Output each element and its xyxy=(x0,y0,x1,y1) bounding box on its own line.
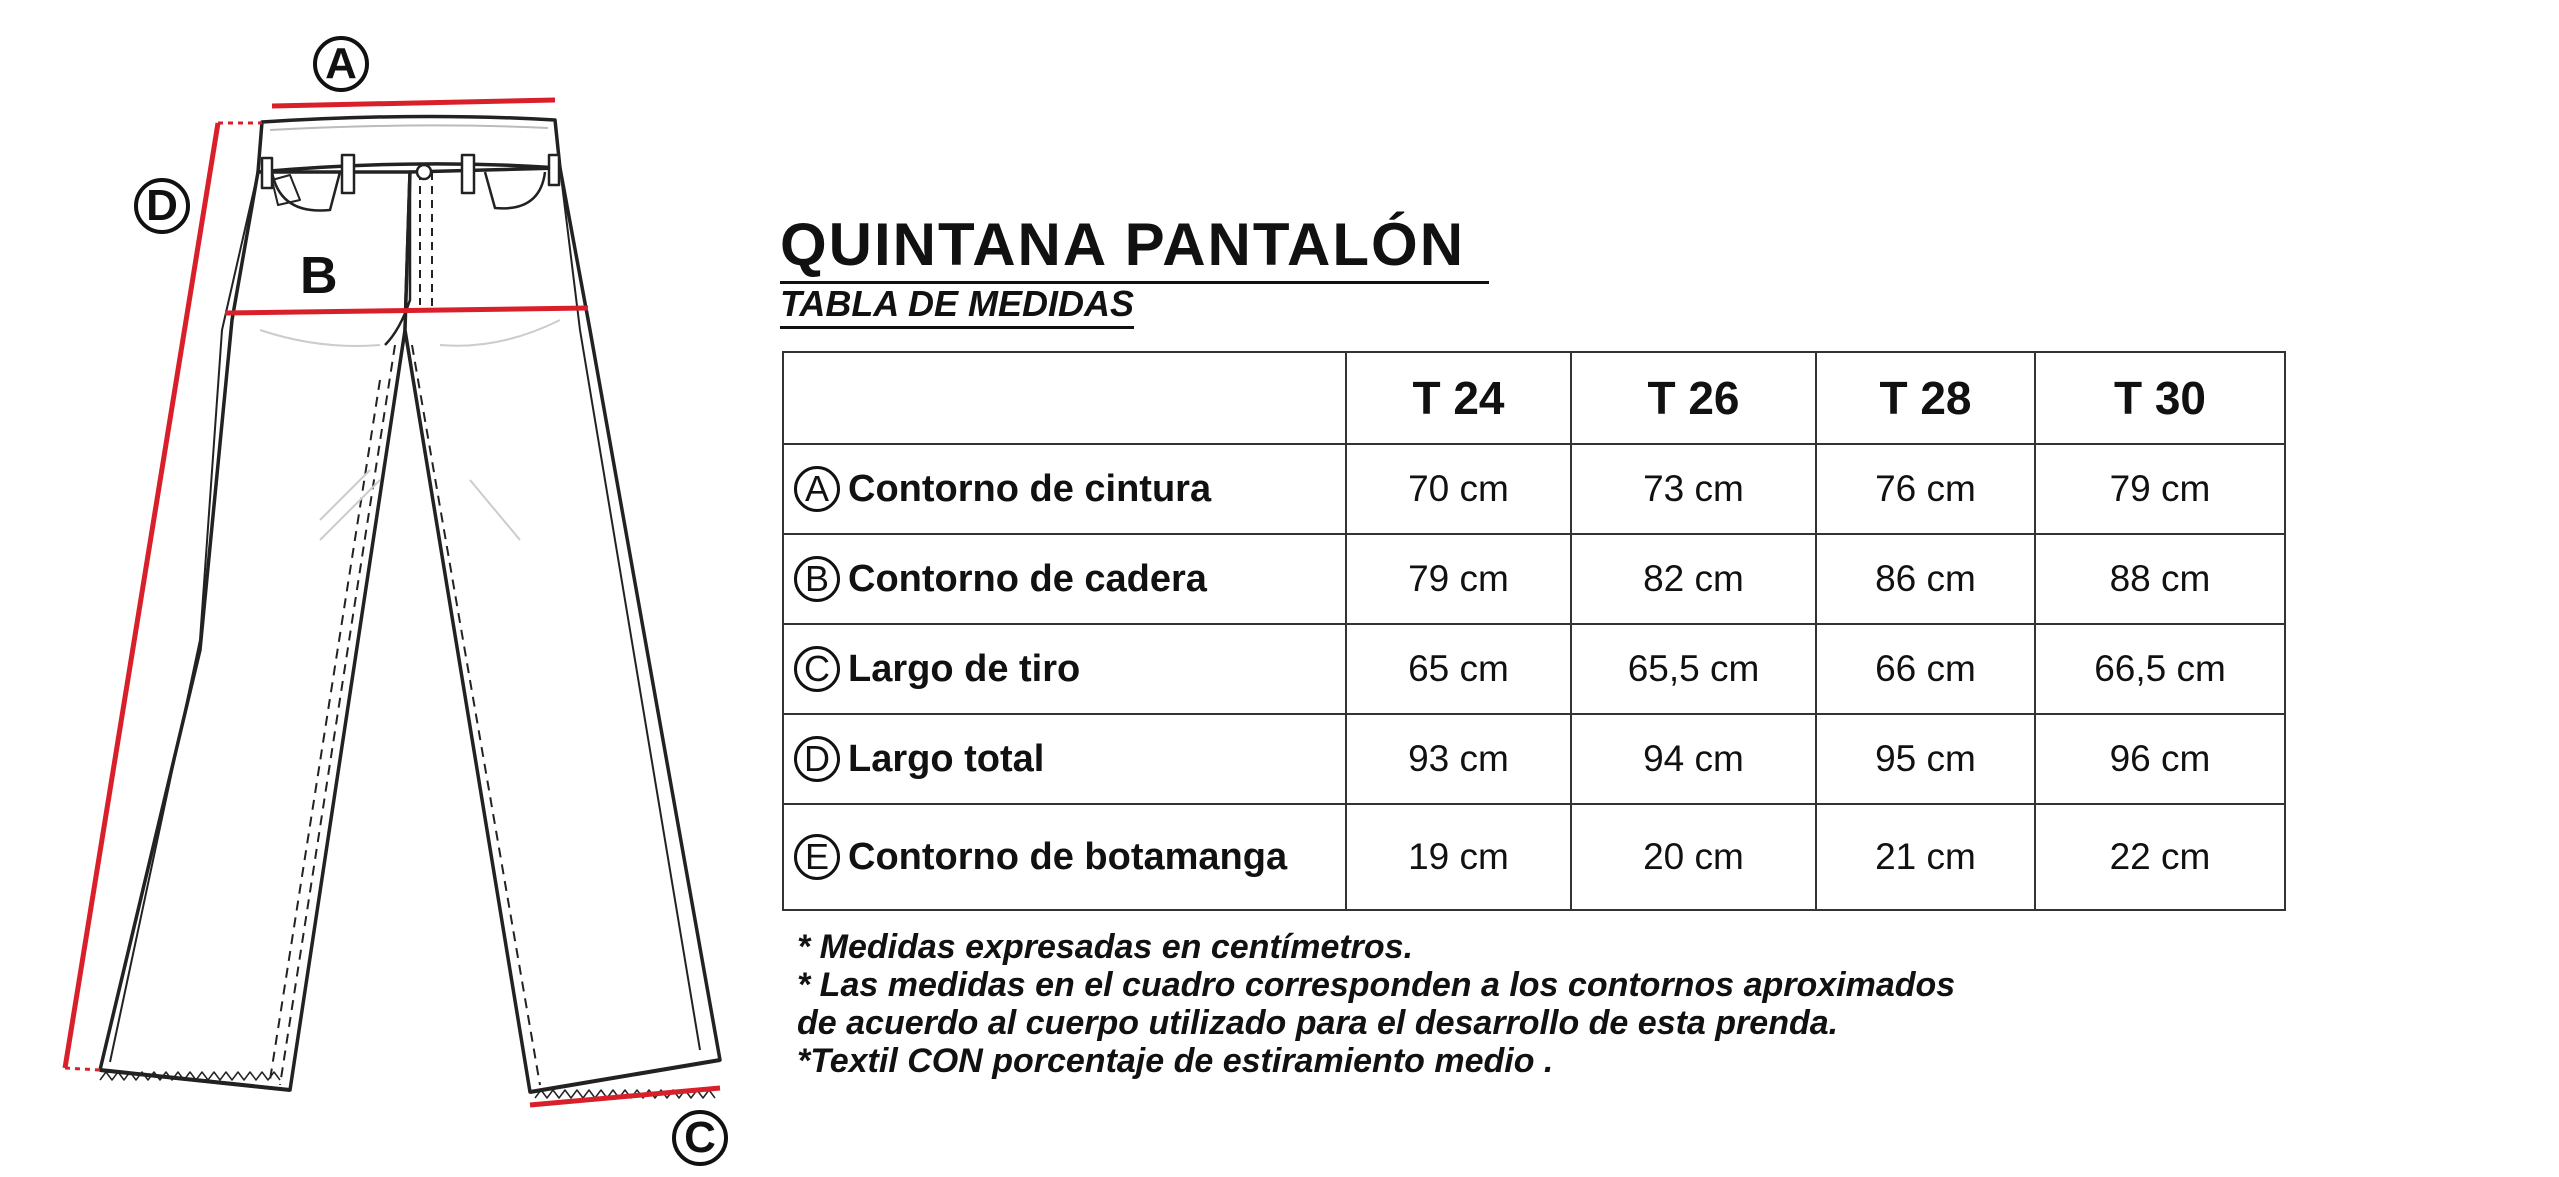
row-label: Contorno de cadera xyxy=(848,557,1207,600)
table-cell: 79 cm xyxy=(1346,534,1571,624)
note-line: *Textil CON porcentaje de estiramiento medio . xyxy=(797,1042,1554,1080)
row-label: Largo total xyxy=(848,737,1045,780)
table-row xyxy=(783,804,2285,910)
table-cell: 20 cm xyxy=(1571,804,1816,910)
table-cell: 22 cm xyxy=(2035,804,2285,910)
page-title: QUINTANA PANTALÓN xyxy=(780,215,1489,284)
row-label-cell xyxy=(783,624,1346,714)
table-cell: 21 cm xyxy=(1816,804,2035,910)
row-label-cell xyxy=(783,714,1346,804)
note-line: * Las medidas en el cuadro corresponden a los contornos aproximados de acuerdo al cuerpo utilizado para el desarrollo de esta prenda. xyxy=(797,966,1956,1042)
table-cell: 96 cm xyxy=(2035,714,2285,804)
column-header: T 26 xyxy=(1571,352,1816,444)
column-header: T 24 xyxy=(1346,352,1571,444)
table-cell: 95 cm xyxy=(1816,714,2035,804)
table-cell: 93 cm xyxy=(1346,714,1571,804)
row-letter-badge: B xyxy=(794,556,840,602)
table-cell: 86 cm xyxy=(1816,534,2035,624)
table-header-empty xyxy=(783,352,1346,444)
row-letter-badge: C xyxy=(794,646,840,692)
page-subtitle: TABLA DE MEDIDAS xyxy=(780,286,1134,329)
row-letter-badge: E xyxy=(794,834,840,880)
table-row xyxy=(783,534,2285,624)
row-letter-badge: D xyxy=(794,736,840,782)
measure-line-a xyxy=(272,100,555,106)
table-cell: 65 cm xyxy=(1346,624,1571,714)
label-d: D xyxy=(134,178,190,234)
table-cell: 66 cm xyxy=(1816,624,2035,714)
label-a: A xyxy=(313,36,369,92)
label-b: B xyxy=(300,247,338,305)
row-letter-badge: A xyxy=(794,466,840,512)
table-cell: 76 cm xyxy=(1816,444,2035,534)
table-cell: 66,5 cm xyxy=(2035,624,2285,714)
table-cell: 19 cm xyxy=(1346,804,1571,910)
row-label: Contorno de cintura xyxy=(848,467,1212,510)
label-c: C xyxy=(672,1110,728,1166)
table-cell: 70 cm xyxy=(1346,444,1571,534)
table-row xyxy=(783,714,2285,804)
table-header-row xyxy=(783,352,2285,444)
table-cell: 79 cm xyxy=(2035,444,2285,534)
table-cell: 65,5 cm xyxy=(1571,624,1816,714)
table-cell: 82 cm xyxy=(1571,534,1816,624)
size-table xyxy=(782,351,2286,911)
row-label-cell xyxy=(783,444,1346,534)
pants-illustration xyxy=(0,0,760,1177)
table-cell: 88 cm xyxy=(2035,534,2285,624)
row-label: Largo de tiro xyxy=(848,647,1081,690)
notes-block xyxy=(797,928,1997,1080)
table-row xyxy=(783,624,2285,714)
row-label-cell xyxy=(783,534,1346,624)
row-label-cell xyxy=(783,804,1346,910)
column-header: T 30 xyxy=(2035,352,2285,444)
table-cell: 94 cm xyxy=(1571,714,1816,804)
table-cell: 73 cm xyxy=(1571,444,1816,534)
column-header: T 28 xyxy=(1816,352,2035,444)
row-label: Contorno de botamanga xyxy=(848,835,1288,878)
table-row xyxy=(783,444,2285,534)
note-line: * Medidas expresadas en centímetros. xyxy=(797,928,1414,966)
